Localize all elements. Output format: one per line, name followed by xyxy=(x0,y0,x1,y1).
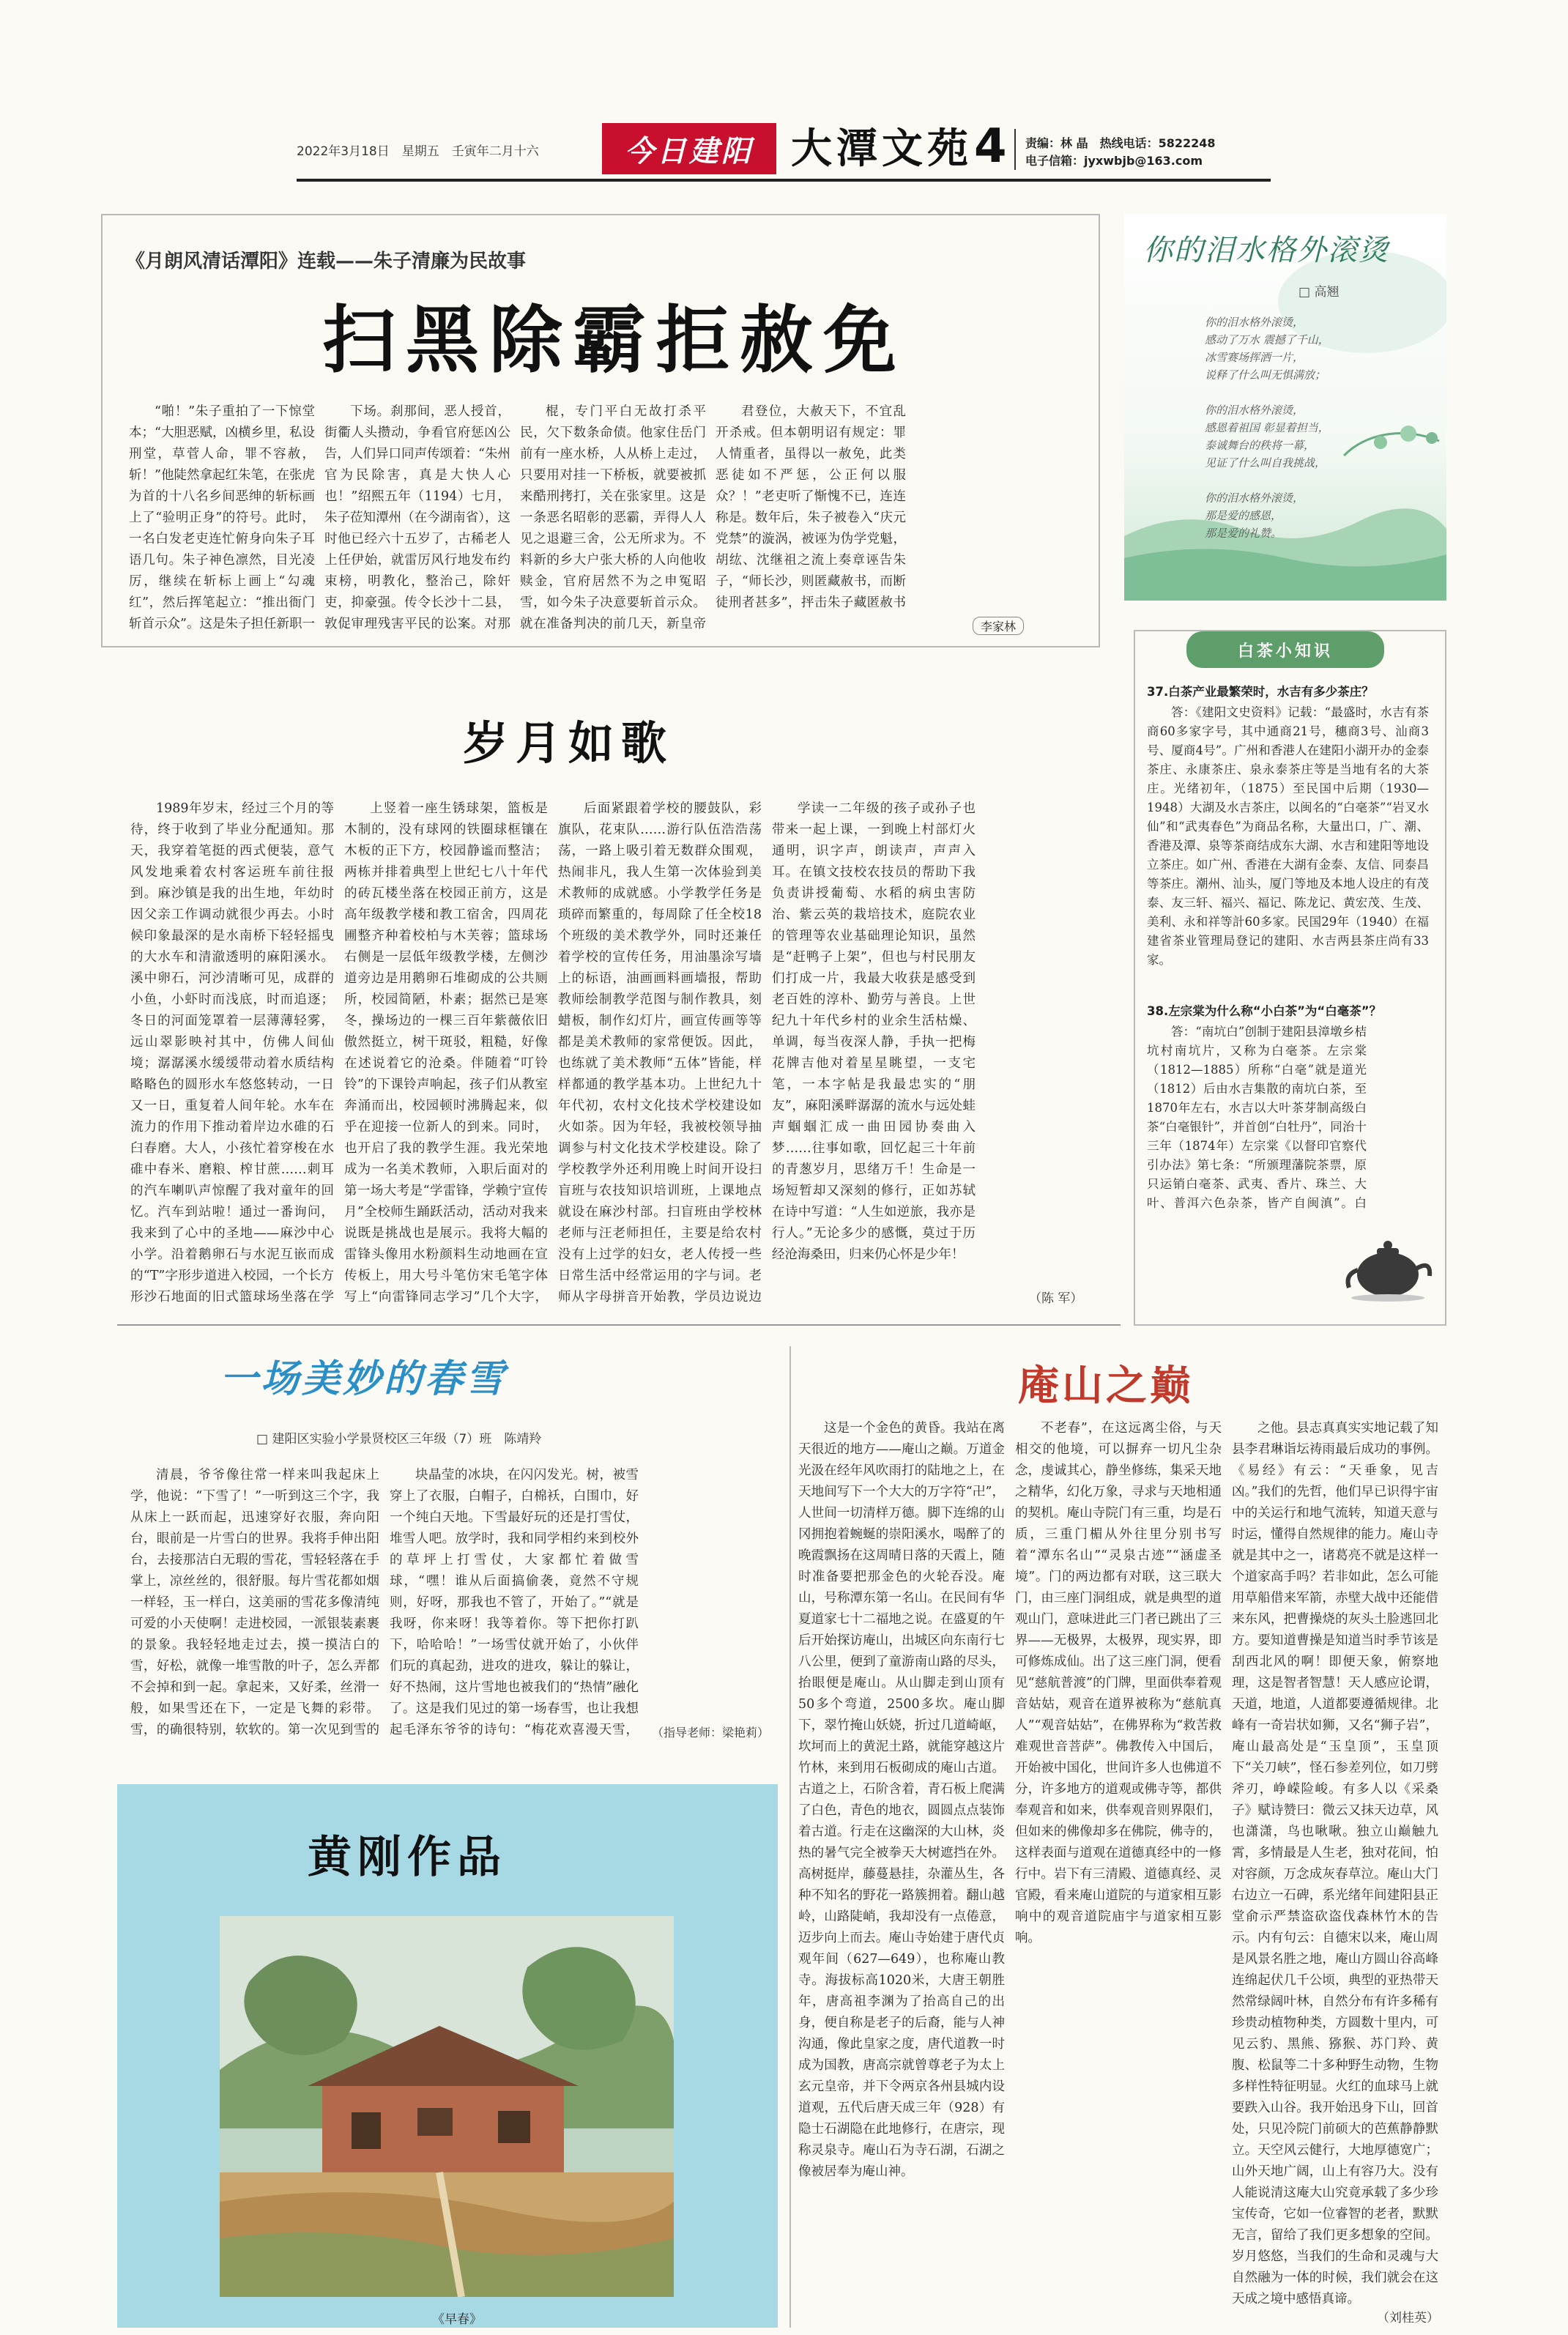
tea-question-2: 38.左宗棠为什么称“小白茶”为“白毫茶”？ xyxy=(1147,1004,1382,1018)
story2-col-1: 1989年岁末，经过三个月的等待，终于收到了毕业分配通知。那天，我穿着笔挺的西式便装，意气风发地乘着农村客运班车前往报到。麻沙镇是我的出生地，年幼时因父亲工作调动就很少再去。小时候印象最深的是水南桥下轻轻摇曳的大水车和清澈透明的麻阳溪水。溪中卵石，河沙清晰可见，成群的小鱼，小虾时而浅底，时而追逐；冬日的河面笼罩着一层薄薄轻雾，远山翠影映衬其中，仿佛人间仙境；潺潺溪水缓缓带动着水质结构略略色的圆形水车悠悠转动，一日又一日，重复着人间年轮。水车在流力的作用下推动着岸边水碓的石臼春磨。大人，小孩忙着穿梭在水碓中春米、磨粮、榨甘蔗……刺耳的汽车喇叭声惊醒了我对童年的回忆。汽车到站啦！通过一番询问，我来到了心中的圣地——麻沙中心小学。沿着鹅卵石与水泥互嵌而成的“T”字形步道进入校园，一个长方形沙石地面的旧式篮球场坐落在学 xyxy=(130,801,334,1304)
story4-signature: （刘桂英） xyxy=(1377,2311,1439,2325)
story2-col-2: 上竖着一座生锈球架，篮板是木制的，没有球网的铁圈球框镶在木板的正下方，校园静谧而整洁；两栋并排着典型上世纪七八十年代的砖瓦楼坐落在校园正前方，这是高年级教学楼和教工宿舍，四周花圃整齐种着校柏与木芙蓉；篮球场右侧是一层低年级教学楼，左侧沙道旁边是用鹅卵石堆砌成的公共厕所，校园简陋，朴素；据然已是寒冬，操场边的一棵三百年紫薇依旧傲然挺立，树干斑驳，粗糙，好像在述说着它的沧桑。伴随着“叮铃铃”的下课铃声响起，孩子们从教室奔涌而出，校园顿时沸腾起来，似乎在迎接一位新人的到来。同时，也开启了我的教学生涯。我光荣地成为一名美术教师，入职后面对的第一场大考是“学雷锋，学赖宁宣传月”全校师生踊跃活动，活动对我来说既是挑战也是展示。我将大幅的雷锋头像用水粉颜料生动地画在宣传板上，用大号斗笔仿宋毛笔字体写上“向雷锋同志学习”几个大字， xyxy=(344,801,548,1304)
story3-headline: 一场美妙的春雪 xyxy=(220,1357,508,1401)
story2-col-4: 学读一二年级的孩子或孙子也带来一起上课，一到晚上村部灯火通明，识字声，朗读声，声声入耳。在镇文技校农技员的帮助下我负责讲授葡萄、水稻的病虫害防治、紫云英的栽培技术，庭院农业的管理等农业基础理论知识，虽然是“赶鸭子上架”，但也与村民朋友们打成一片，我最大收获是感受到老百姓的淳朴、勤劳与善良。上世纪九十年代乡村的业余生活枯燥、单调，每当夜深人静，手执一把梅花牌吉他对着星星眺望，一支宅笔，一本字帖是我最忠实的“朋友”，麻阳溪畔潺潺的流水与远处蛙声蝈蝈汇成一曲田园协奏曲入梦……往事如歌，回忆起三十年前的青葱岁月，思绪万千！生命是一场短暂却又深刻的修行，正如苏轼在诗中写道：“人生如逆旅，我亦是行人。”无论多少的感慨，莫过于历经沧海桑田，归来仍心怀是少年！ xyxy=(772,801,976,1262)
header-divider xyxy=(1014,129,1016,170)
story3-col-1: 清晨，爷爷像往常一样来叫我起床上学，他说：“下雪了！”一听到这三个字，我从床上一跃而起，迅速穿好衣服，奔向阳台，眼前是一片雪白的世界。我将手伸出阳台，去接那洁白无瑕的雪花，雪轻轻落在手掌上，凉丝丝的，很舒服。每片雪花都如烟一样轻，玉一样白，这美丽的雪花多像清纯可爱的小天使啊！走进校园，一派银装素裹的景象。我轻轻地走过去，摸一摸洁白的雪，好松，就像一堆雪散的叶子，怎么弄都不会掉和到一起。拿起来，又好柔，丝滑一般，如果雪还在下，一定是飞舞的彩带。雪，的确很特别，软软的。第一次见到雪的 xyxy=(130,1468,379,1737)
editor-line: 责编：林 晶 热线电话：5822248 xyxy=(1025,136,1216,150)
poem-title: 你的泪水格外滚烫 xyxy=(1143,234,1389,267)
poem-author: □ 高翘 xyxy=(1298,285,1340,300)
story1-series-title: 《月朗风清话潭阳》连载——朱子清廉为民故事 xyxy=(126,250,527,272)
story1-col-2: 下场。刹那间，恶人授首，街衢人头攒动，争看官府惩凶公告，人们异口同声传颂着：“朱州官为民除害，真是大快人心也！”绍熙五年（1194）七月，朱子莅知潭州（在今湖南省），这时他已经六十五岁了，古稀老人上任伊始，就雷厉风行地发布约束榜，明教化，整治己，除奸吏，抑豪强。传令长沙十二县，敦促审理残害平民的讼案。对那 xyxy=(324,404,510,631)
poem-leaf xyxy=(1400,426,1416,442)
paper-name: 今日建阳 xyxy=(625,133,754,168)
paper-logo xyxy=(602,123,776,174)
story3-teacher: （指导老师：梁艳莉） xyxy=(652,1726,770,1740)
story4-col-2: 不老春”，在这远离尘俗，与天相交的他境，可以摒弃一切凡尘杂念，虔诚其心，静坐修练，集采天地之精华，幻化万象，寻求与天地相通的契机。庵山寺院门有三重，均是石质，三重门楣从外往里分别书写着“潭东名山”“灵泉古迹”“涵虚圣境”。门的两边都有对联，这三联大门，由三座门洞组成，就是典型的道观山门，意味进此三门者已跳出了三界——无极界，太极界，现实界，即可修炼成仙。出了这三座门洞，便看见“慈航普渡”的门牌，里面供奉着观音姑姑，观音在道界被称为“慈航真人”“观音姑姑”，在佛界称为“救苦救难观世音菩萨”。佛教传入中国后，开始被中国化，世间许多人也佛道不分，许多地方的道观或佛寺等，都供奉观音和如来，供奉观音则界限们，但如来的佛像却多在佛院，佛寺的，这样表面与道观在道德真经中的一修行中。岩下有三清殿、道德真经、灵官殿，看来庵山道院的与道家相互影响中的观音道院庙宇与道家相互影响。 xyxy=(1015,1421,1222,1945)
painting-early-spring xyxy=(220,1916,674,2297)
story1-signature: 李家林 xyxy=(973,617,1024,635)
email-line: 电子信箱：jyxwbjb@163.com xyxy=(1025,154,1203,168)
story2-col-3: 后面紧跟着学校的腰鼓队，彩旗队，花束队……游行队伍浩浩荡荡，一路上吸引着无数群众围观，热闹非凡，我人生第一次体验到美术教师的成就感。小学教学任务是琐碎而繁重的，每周除了任全校18个班级的美术教学外，同时还兼任着学校的宣传任务，用油墨涂写墙上的标语，油画画料画墙报，帮助教师绘制教学范图与制作教具，刻蜡板，制作幻灯片，画宣传画等等都是美术教师的家常便饭。因此，也练就了美术教师“五体”皆能，样样都通的教学基本功。上世纪九十年代初，农村文化技术学校建设如火如荼。因为年轻，我被校领导抽调参与村文化技术学校建设。除了学校教学外还利用晚上时间开设扫盲班与农技知识培训班，上课地点就设在麻沙村部。扫盲班由学校林老师与汪老师担任，主要是给农村没有上过学的妇女，老人传授一些日常生活中经常运用的字与词。老师从字母拼音开始教，学员边说边 xyxy=(558,801,762,1304)
story1-col-3: 棍，专门平白无故打杀平民，欠下数条命债。他家住岳门前有一座水桥，人从桥上走过，只要用对挂一下桥板，就要被抓来酷刑拷打，关在张家里。这是一条恶名昭彰的恶霸，弄得人人见之退避三舍，公无所求为。不料新的乡大户张大桥的人向他收赎金，官府居然不为之申冤昭雪，如今朱子决意要斩首示众。就在准备判决的前几天，新皇帝 xyxy=(520,404,706,631)
poem-leaf xyxy=(1426,432,1438,444)
page-number: 4 xyxy=(974,119,1007,174)
story1-signature-wrap xyxy=(973,617,1024,635)
poem-stanza-1: 你的泪水格外滚烫， 感动了万水 震撼了千山， 冰雪赛场挥洒一片， 说释了什么叫无惧满放； xyxy=(1205,316,1329,382)
date-line: 2022年3月18日 星期五 壬寅年二月十六 xyxy=(297,144,539,159)
tea-answer-1: 答：《建阳文史资料》记载：“最盛时，水吉有茶商60多家字号，其中通商21号，穗商3号、汕商3号、厦商4号”。广州和香港人在建阳小湖开办的金泰茶庄、永康茶庄、泉永泰茶庄等是当地有名的大茶庄。光绪初年，（1875）至民国中后期（1930—1948）大湖及水吉茶庄，以闽名的“白毫茶”“岩叉水仙”和“武夷春色”为商品名称，大量出口，广、潮、香港及潭、泉等茶商结成东大湖、水吉和建阳等地设立茶庄。如广州、香港在大湖有金泰、友信、同泰昌等茶庄。潮州、汕头，厦门等地及本地人设庄的有茂泰、友三轩、福兴、福记、陈龙记、黄宏茂、生茂、美利、永和祥等計60多家。民国29年（1940）在福建省茶业管理局登记的建阳、水吉两县茶庄尚有33家。 xyxy=(1147,705,1429,967)
story2-signature: （陈 军） xyxy=(1029,1291,1083,1306)
story4-col-3: 之他。县志真真实实地记载了知县李君琳诣坛祷雨最后成功的事例。《易经》有云：“天垂象，见吉凶。”我们的先哲，他们早已识得宇宙中的关运行和地气流转，知道天意与时运，懂得自然规律的能力。庵山寺就是其中之一，诸葛亮不就是这样一个道家高手吗？若非如此，怎么可能用草船借来军箭，赤壁大战中还能借来东风，把曹操烧的灰头土脸逃回北方。要知道曹操是知道当时季节该是刮西北风的啊！即便天象，俯察地理，这是智者智慧！天人感应论谓，天道，地道，人道都要遵循规律。北峰有一奇岩状如狮，又名“狮子岩”，庵山最高处是“玉皇顶”，玉皇顶下“关刀峡”，怪石参差列位，如刀劈斧刃，峥嵘险峻。有多人以《采桑子》赋诗赞曰：微云又抹天边草，风也潇潇，鸟也啾啾。独立山巅触九霄，多情最是人生老，独对花间，怕对容颜，万念成灰春草泣。庵山大门右边立一石碑，系光绪年间建阳县正堂俞示严禁盗砍盗伐森林竹木的告示。内有句云：自德宋以来，庵山周是风景名胜之地，庵山方圆山谷高峰连绵起伏几千公顷，典型的亚热带天然常绿阔叶林，自然分布有许多稀有珍贵动植物种类，方圆数十里内，可见云豹、黑熊、猕猴、苏门羚、黄腹、松鼠等二十多种野生动物，生物多样性特征明显。火红的血球马上就要跌入山谷。我开始迅身下山，回首处，只见冷院门前硕大的芭蕉静静默立。天空风云健行，大地厚德宽广；山外天地广阔，山上有容乃大。没有人能说清这庵大山究竟承载了多少珍宝传奇，它如一位睿智的老者，默默无言，留给了我们更多想象的空间。岁月悠悠，当我们的生命和灵魂与大自然融为一体的时候，我们就会在这天成之境中感悟真谛。 xyxy=(1232,1421,1438,2306)
header-rule xyxy=(297,179,1271,182)
story4-col-1: 这是一个金色的黄昏。我站在离天很近的地方——庵山之巅。万道金光汲在经年风吹雨打的陆地之上，在天地间写下一个大大的万字符“卍”，人世间一切清样万德。脚下连绵的山冈拥抱着蜿蜒的崇阳溪水，喝醉了的晚霞飘扬在这周晴日落的天霞上，随时准备要把那金色的火轮吞没。庵山，号称潭东第一名山。在民间有华夏道家七十二福地之说。在盛夏的午后开始探访庵山，出城区向东南行七八公里，便到了童游南山路的尽头，抬眼便是庵山。从山脚走到山顶有50多个弯道，2500多坎。庵山脚下，翠竹掩山妖娆，折过几道崎岖，坎坷而上的黄泥土路，就能穿越这片竹林，来到用石板砌成的庵山古道。古道之上，石阶含着，青石板上爬满了白色，青色的地衣，圆圆点点装饰着古道。行走在这幽深的大山林，炎热的暑气完全被拳天大树遮挡在外。高树挺岸，藤蔓悬挂，杂灌丛生，各种不知名的野花一路簇拥着。翻山越岭，山路陡峭，我却没有一点倦意，迈步向上而去。庵山寺始建于唐代贞观年间（627—649），也称庵山教寺。海拔标高1020米，大唐王朝胜年，唐高祖李渊为了抬高自己的出身，便自称是老子的后裔，能与人神沟通，像此皇家之度，唐代道教一时成为国教，唐高宗就曾尊老子为太上玄元皇帝，并下令两京各州县城内设道观，五代后唐天成三年（928）有隐士石湖隐在此地修行，在唐宗，现称灵泉寺。庵山石为寺石湖，石湖之像被居奉为庵山神。 xyxy=(798,1421,1005,2179)
poem-stanza-3: 你的泪水格外滚烫， 那是爱的感恩， 那是爱的礼赞。 xyxy=(1205,491,1304,540)
poem-panel xyxy=(1124,214,1446,601)
story3-divider xyxy=(789,1346,791,2328)
tea-question-1: 37.白茶产业最繁荣时，水吉有多少茶庄？ xyxy=(1147,685,1374,699)
tea-banner-label: 白茶小知识 xyxy=(1237,641,1333,661)
story3-byline: □ 建阳区实验小学景贤校区三年级（7）班 陈靖羚 xyxy=(256,1432,542,1447)
poem-leaf xyxy=(1374,436,1387,449)
section-title: 大潭文苑 xyxy=(791,125,973,173)
story2-headline: 岁月如歌 xyxy=(463,716,675,770)
story1-col-1: “啪！”朱子重拍了一下惊堂本；“大胆恶赋，凶横乡里，私设刑堂，草菅人命，罪不容赦，斩！”他陡然拿起红朱笔，在张虎为首的十八名乡间恶绅的斩标画上了“验明正身”的符号。此时，一名白发老吏连忙俯身向朱子耳语几句。朱子神色凛然，目光凌厉，继续在斩标上画上“勾魂红”，然后挥笔起立：“推出衙门斩首示众”。这是朱子担任新职一 xyxy=(129,404,315,631)
tea-answer-2: 答：“南坑白”创制于建阳县漳墩乡桔坑村南坑片，又称为白毫茶。左宗棠（1812—1885）所称“白毫”就是道光（1812）后由水吉集散的南坑白茶，至1870年左右，水吉以大叶茶芽制高级白茶“白毫银针”，并首创“白牡丹”，同治十三年（1874年）左宗棠《以督印官察代引办法》第七条：“所颁理藩院茶票，原只运销白毫茶、武夷、香片、珠兰、大叶、普洱六色杂茶，皆产自闽滇”。白 xyxy=(1147,1025,1367,1210)
story1-col-4: 君登位，大赦天下，不宜乱开杀戒。但本朝明诏有规定：罪人情重者，虽得以一赦免，此类恶徒如不严惩，公正何以服众？！”老吏听了惭愧不已，连连称是。数年后，朱子被卷入“庆元党禁”的漩涡，被诬为伪学党魁，胡纮、沈继祖之流上奏章诬告朱子，“师长沙，则匿藏赦书，而断徒刑者甚多”，抨击朱子藏匿赦书 xyxy=(716,404,906,610)
story4-headline: 庵山之巅 xyxy=(1018,1362,1194,1410)
art-caption: 《早春》 xyxy=(432,2312,482,2327)
art-headline: 黄刚作品 xyxy=(308,1832,507,1883)
poem-stanza-2: 你的泪水格外滚烫， 感恩着祖国 彰显着担当， 泰诚舞台的秩将一幕， 见证了什么叫自我挑战， xyxy=(1205,404,1329,469)
story1-headline: 扫黑除霸拒赦免 xyxy=(322,297,907,383)
poem-branch xyxy=(1344,434,1439,456)
art-panel xyxy=(117,1784,778,2328)
tea-banner xyxy=(1186,631,1384,668)
teapot-illustration xyxy=(1340,1209,1435,1304)
story3-col-2: 块晶莹的冰块，在闪闪发光。树，被雪穿上了衣服，白帽子，白棉袄，白围巾，好一个纯白天地。下雪最好玩的还是打雪仗，堆雪人吧。放学时，我和同学相约来到校外的草坪上打雪仗，大家都忙着做雪球，“嘿！谁从后面搞偷袭，竟然不守规则，好呀，那我也不管了，开始了。”“就是我呀，你来呀！我等着你。等下把你打趴下，哈哈哈！”一场雪仗就开始了，小伙伴们玩的真起劲，进攻的进攻，躲让的躲让，好不热闹，这片雪地也被我们的“热情”融化了。这是我们见过的第一场春雪，也让我想起毛泽东爷爷的诗句：“梅花欢喜漫天雪， xyxy=(390,1468,639,1737)
story2-bottom-rule xyxy=(117,1324,1121,1326)
